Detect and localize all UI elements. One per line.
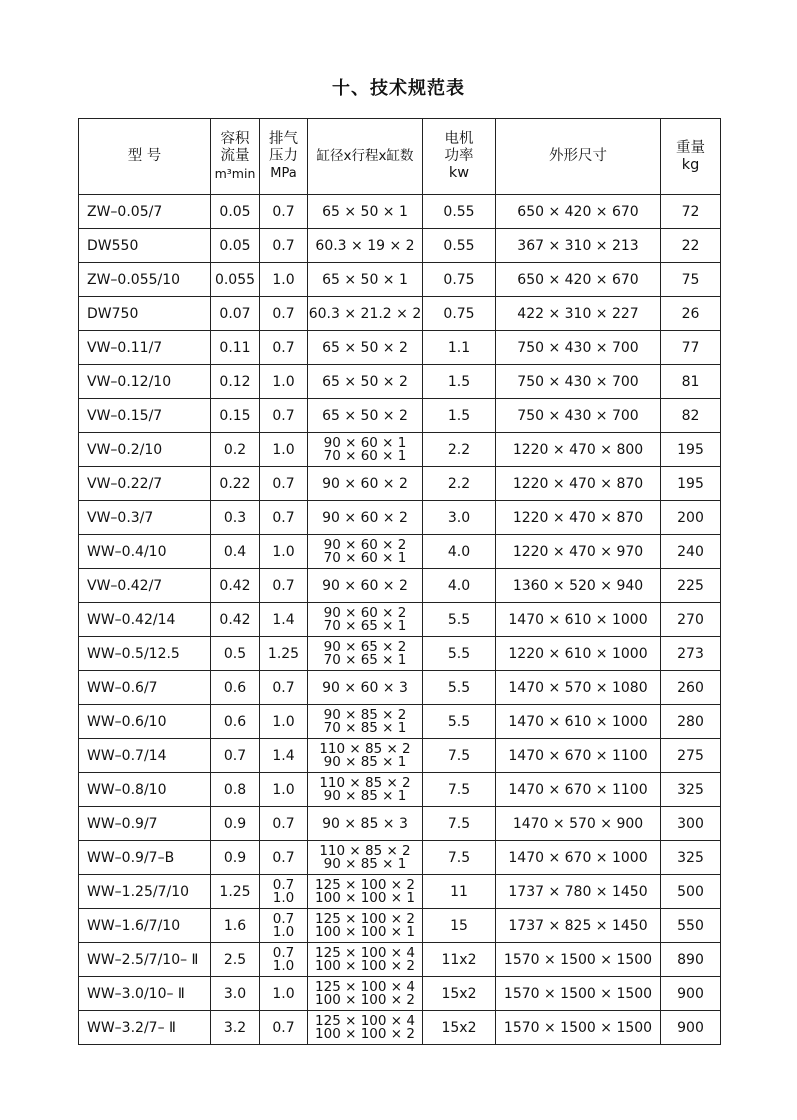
table-row xyxy=(79,671,721,705)
weight-cell: 260 xyxy=(661,671,721,705)
model-cell: VW–0.15/7 xyxy=(79,399,211,433)
weight-cell: 195 xyxy=(661,433,721,467)
pressure-cell: 0.7 xyxy=(260,501,308,535)
model-cell: ZW–0.055/10 xyxy=(79,263,211,297)
power-cell: 1.5 xyxy=(423,399,496,433)
pressure-cell-line: 0.7 xyxy=(272,910,295,927)
cylinder-cell-line: 90 × 85 × 1 xyxy=(323,855,407,872)
dimensions-cell: 750 × 430 × 700 xyxy=(496,399,661,433)
model-cell: WW–0.4/10 xyxy=(79,535,211,569)
dimensions-cell: 1570 × 1500 × 1500 xyxy=(496,1011,661,1045)
dimensions-cell: 1360 × 520 × 940 xyxy=(496,569,661,603)
pressure-cell: 1.4 xyxy=(260,739,308,773)
cylinder-cell xyxy=(308,773,423,807)
pressure-cell: 1.0 xyxy=(260,263,308,297)
pressure-cell: 0.7 xyxy=(260,1011,308,1045)
power-cell: 7.5 xyxy=(423,841,496,875)
pressure-cell-line: 0.7 xyxy=(272,944,295,961)
flow-cell: 2.5 xyxy=(211,943,260,977)
table-row xyxy=(79,637,721,671)
pressure-cell: 0.7 xyxy=(260,841,308,875)
dimensions-cell: 1470 × 570 × 900 xyxy=(496,807,661,841)
cylinder-cell-line: 70 × 85 × 1 xyxy=(323,719,407,736)
flow-cell: 0.6 xyxy=(211,671,260,705)
cylinder-cell: 90 × 60 × 2 xyxy=(308,569,423,603)
power-cell: 5.5 xyxy=(423,603,496,637)
model-cell: WW–3.0/10– Ⅱ xyxy=(79,977,211,1011)
cylinder-cell xyxy=(308,603,423,637)
pressure-cell xyxy=(260,909,308,943)
cylinder-cell: 60.3 × 19 × 2 xyxy=(308,229,423,263)
dimensions-cell: 650 × 420 × 670 xyxy=(496,195,661,229)
table-row xyxy=(79,433,721,467)
weight-cell: 325 xyxy=(661,773,721,807)
spec-table-body xyxy=(79,195,721,1045)
model-cell: WW–1.25/7/10 xyxy=(79,875,211,909)
dimensions-cell: 1737 × 780 × 1450 xyxy=(496,875,661,909)
table-row xyxy=(79,569,721,603)
cylinder-cell-line: 70 × 65 × 1 xyxy=(323,617,407,634)
weight-cell: 275 xyxy=(661,739,721,773)
dimensions-cell: 1220 × 610 × 1000 xyxy=(496,637,661,671)
pressure-cell: 1.0 xyxy=(260,977,308,1011)
cylinder-cell: 65 × 50 × 1 xyxy=(308,263,423,297)
model-cell: WW–0.6/10 xyxy=(79,705,211,739)
table-row xyxy=(79,943,721,977)
pressure-cell xyxy=(260,875,308,909)
cylinder-cell-line: 90 × 85 × 1 xyxy=(323,753,407,770)
model-cell: WW–0.7/14 xyxy=(79,739,211,773)
pressure-cell: 1.0 xyxy=(260,535,308,569)
weight-cell: 325 xyxy=(661,841,721,875)
pressure-cell: 1.25 xyxy=(260,637,308,671)
pressure-cell: 1.0 xyxy=(260,705,308,739)
power-cell: 0.75 xyxy=(423,297,496,331)
dimensions-cell: 1570 × 1500 × 1500 xyxy=(496,977,661,1011)
dimensions-cell: 1470 × 670 × 1100 xyxy=(496,773,661,807)
cylinder-cell-line: 90 × 60 × 2 xyxy=(323,604,407,621)
weight-cell: 26 xyxy=(661,297,721,331)
dimensions-cell: 750 × 430 × 700 xyxy=(496,331,661,365)
power-cell: 4.0 xyxy=(423,569,496,603)
cylinder-cell xyxy=(308,1011,423,1045)
flow-cell: 0.42 xyxy=(211,603,260,637)
dimensions-cell: 750 × 430 × 700 xyxy=(496,365,661,399)
model-cell: DW750 xyxy=(79,297,211,331)
power-cell: 7.5 xyxy=(423,773,496,807)
power-cell: 4.0 xyxy=(423,535,496,569)
power-cell: 0.55 xyxy=(423,229,496,263)
weight-cell: 500 xyxy=(661,875,721,909)
weight-cell: 890 xyxy=(661,943,721,977)
cylinder-cell-line: 125 × 100 × 4 xyxy=(315,978,415,995)
cylinder-cell-line: 70 × 65 × 1 xyxy=(323,651,407,668)
weight-cell: 240 xyxy=(661,535,721,569)
cylinder-cell-line: 100 × 100 × 2 xyxy=(315,957,415,974)
flow-cell: 0.3 xyxy=(211,501,260,535)
pressure-cell: 1.4 xyxy=(260,603,308,637)
flow-cell: 0.055 xyxy=(211,263,260,297)
weight-cell: 900 xyxy=(661,1011,721,1045)
cylinder-cell: 65 × 50 × 2 xyxy=(308,399,423,433)
table-row xyxy=(79,365,721,399)
power-cell: 0.75 xyxy=(423,263,496,297)
weight-cell: 75 xyxy=(661,263,721,297)
power-cell: 5.5 xyxy=(423,705,496,739)
dimensions-cell: 1470 × 610 × 1000 xyxy=(496,603,661,637)
cylinder-cell: 60.3 × 21.2 × 2 xyxy=(308,297,423,331)
flow-cell: 0.42 xyxy=(211,569,260,603)
cylinder-cell-line: 90 × 65 × 2 xyxy=(323,638,407,655)
weight-cell: 200 xyxy=(661,501,721,535)
cylinder-cell-line: 100 × 100 × 1 xyxy=(315,923,415,940)
flow-cell: 0.8 xyxy=(211,773,260,807)
model-cell: WW–1.6/7/10 xyxy=(79,909,211,943)
dimensions-cell: 422 × 310 × 227 xyxy=(496,297,661,331)
cylinder-cell-line: 90 × 60 × 1 xyxy=(323,434,407,451)
table-row xyxy=(79,603,721,637)
weight-cell: 225 xyxy=(661,569,721,603)
table-row xyxy=(79,195,721,229)
pressure-cell: 1.0 xyxy=(260,773,308,807)
weight-cell: 82 xyxy=(661,399,721,433)
weight-cell: 550 xyxy=(661,909,721,943)
cylinder-cell-line: 90 × 85 × 2 xyxy=(323,706,407,723)
table-row xyxy=(79,263,721,297)
cylinder-cell: 90 × 60 × 3 xyxy=(308,671,423,705)
power-cell: 0.55 xyxy=(423,195,496,229)
model-cell: WW–0.9/7–B xyxy=(79,841,211,875)
cylinder-cell-line: 90 × 60 × 2 xyxy=(323,536,407,553)
dimensions-cell: 1470 × 670 × 1100 xyxy=(496,739,661,773)
pressure-cell: 0.7 xyxy=(260,569,308,603)
cylinder-cell-line: 110 × 85 × 2 xyxy=(319,842,411,859)
flow-cell: 1.6 xyxy=(211,909,260,943)
power-cell: 15x2 xyxy=(423,1011,496,1045)
page-title: 十、技术规范表 xyxy=(332,78,465,99)
pressure-cell: 0.7 xyxy=(260,807,308,841)
cylinder-cell-line: 125 × 100 × 4 xyxy=(315,1012,415,1029)
cylinder-cell xyxy=(308,943,423,977)
flow-cell: 0.07 xyxy=(211,297,260,331)
cylinder-cell xyxy=(308,909,423,943)
dimensions-cell: 1470 × 610 × 1000 xyxy=(496,705,661,739)
pressure-cell: 0.7 xyxy=(260,331,308,365)
flow-cell: 0.11 xyxy=(211,331,260,365)
pressure-cell-line: 1.0 xyxy=(272,889,295,906)
dimensions-cell: 1470 × 670 × 1000 xyxy=(496,841,661,875)
power-cell: 1.5 xyxy=(423,365,496,399)
pressure-cell: 0.7 xyxy=(260,671,308,705)
dimensions-cell: 1220 × 470 × 870 xyxy=(496,501,661,535)
cylinder-cell-line: 125 × 100 × 4 xyxy=(315,944,415,961)
flow-cell: 0.22 xyxy=(211,467,260,501)
header-flow: 容积 流量 m³min xyxy=(211,119,260,195)
dimensions-cell: 1570 × 1500 × 1500 xyxy=(496,943,661,977)
table-row xyxy=(79,399,721,433)
model-cell: ZW–0.05/7 xyxy=(79,195,211,229)
header-pressure: 排气 压力 MPa xyxy=(260,119,308,195)
cylinder-cell-line: 100 × 100 × 2 xyxy=(315,1025,415,1042)
weight-cell: 77 xyxy=(661,331,721,365)
model-cell: VW–0.42/7 xyxy=(79,569,211,603)
pressure-cell: 0.7 xyxy=(260,467,308,501)
cylinder-cell xyxy=(308,841,423,875)
model-cell: VW–0.22/7 xyxy=(79,467,211,501)
table-row xyxy=(79,1011,721,1045)
model-cell: VW–0.11/7 xyxy=(79,331,211,365)
pressure-cell: 1.0 xyxy=(260,365,308,399)
cylinder-cell: 90 × 85 × 3 xyxy=(308,807,423,841)
model-cell: VW–0.3/7 xyxy=(79,501,211,535)
cylinder-cell: 65 × 50 × 1 xyxy=(308,195,423,229)
model-cell: WW–0.6/7 xyxy=(79,671,211,705)
power-cell: 2.2 xyxy=(423,433,496,467)
header-cylinder: 缸径x行程x缸数 xyxy=(308,119,423,195)
cylinder-cell: 65 × 50 × 2 xyxy=(308,331,423,365)
weight-cell: 81 xyxy=(661,365,721,399)
table-row xyxy=(79,467,721,501)
model-cell: WW–0.9/7 xyxy=(79,807,211,841)
cylinder-cell xyxy=(308,739,423,773)
pressure-cell xyxy=(260,943,308,977)
table-row xyxy=(79,501,721,535)
cylinder-cell-line: 110 × 85 × 2 xyxy=(319,774,411,791)
cylinder-cell xyxy=(308,875,423,909)
pressure-cell: 0.7 xyxy=(260,195,308,229)
table-row xyxy=(79,705,721,739)
power-cell: 11 xyxy=(423,875,496,909)
cylinder-cell-line: 90 × 85 × 1 xyxy=(323,787,407,804)
cylinder-cell-line: 125 × 100 × 2 xyxy=(315,910,415,927)
weight-cell: 195 xyxy=(661,467,721,501)
flow-cell: 0.05 xyxy=(211,229,260,263)
table-row xyxy=(79,841,721,875)
dimensions-cell: 650 × 420 × 670 xyxy=(496,263,661,297)
power-cell: 7.5 xyxy=(423,739,496,773)
table-row xyxy=(79,773,721,807)
table-row xyxy=(79,331,721,365)
pressure-cell-line: 0.7 xyxy=(272,876,295,893)
header-row xyxy=(79,119,721,195)
flow-cell: 0.7 xyxy=(211,739,260,773)
weight-cell: 273 xyxy=(661,637,721,671)
power-cell: 1.1 xyxy=(423,331,496,365)
cylinder-cell: 90 × 60 × 2 xyxy=(308,501,423,535)
header-power: 电机 功率 kw xyxy=(423,119,496,195)
pressure-cell: 0.7 xyxy=(260,229,308,263)
cylinder-cell xyxy=(308,705,423,739)
pressure-cell: 0.7 xyxy=(260,297,308,331)
dimensions-cell: 1220 × 470 × 870 xyxy=(496,467,661,501)
flow-cell: 0.12 xyxy=(211,365,260,399)
cylinder-cell-line: 70 × 60 × 1 xyxy=(323,549,407,566)
table-row xyxy=(79,807,721,841)
cylinder-cell xyxy=(308,535,423,569)
flow-cell: 0.15 xyxy=(211,399,260,433)
dimensions-cell: 367 × 310 × 213 xyxy=(496,229,661,263)
table-row xyxy=(79,739,721,773)
cylinder-cell-line: 100 × 100 × 1 xyxy=(315,889,415,906)
power-cell: 11x2 xyxy=(423,943,496,977)
weight-cell: 900 xyxy=(661,977,721,1011)
header-model: 型 号 xyxy=(79,119,211,195)
cylinder-cell: 65 × 50 × 2 xyxy=(308,365,423,399)
cylinder-cell-line: 100 × 100 × 2 xyxy=(315,991,415,1008)
model-cell: VW–0.2/10 xyxy=(79,433,211,467)
power-cell: 2.2 xyxy=(423,467,496,501)
model-cell: DW550 xyxy=(79,229,211,263)
table-row xyxy=(79,229,721,263)
flow-cell: 0.05 xyxy=(211,195,260,229)
cylinder-cell xyxy=(308,433,423,467)
dimensions-cell: 1737 × 825 × 1450 xyxy=(496,909,661,943)
weight-cell: 72 xyxy=(661,195,721,229)
table-row xyxy=(79,977,721,1011)
weight-cell: 270 xyxy=(661,603,721,637)
flow-cell: 0.5 xyxy=(211,637,260,671)
pressure-cell: 0.7 xyxy=(260,399,308,433)
power-cell: 15x2 xyxy=(423,977,496,1011)
flow-cell: 0.9 xyxy=(211,841,260,875)
model-cell: WW–3.2/7– Ⅱ xyxy=(79,1011,211,1045)
cylinder-cell: 90 × 60 × 2 xyxy=(308,467,423,501)
header-dimensions: 外形尺寸 xyxy=(496,119,661,195)
model-cell: WW–2.5/7/10– Ⅱ xyxy=(79,943,211,977)
flow-cell: 3.0 xyxy=(211,977,260,1011)
weight-cell: 22 xyxy=(661,229,721,263)
power-cell: 15 xyxy=(423,909,496,943)
flow-cell: 0.2 xyxy=(211,433,260,467)
model-cell: WW–0.5/12.5 xyxy=(79,637,211,671)
spec-table xyxy=(78,118,721,1045)
model-cell: WW–0.8/10 xyxy=(79,773,211,807)
flow-cell: 0.9 xyxy=(211,807,260,841)
pressure-cell-line: 1.0 xyxy=(272,957,295,974)
table-row xyxy=(79,297,721,331)
model-cell: VW–0.12/10 xyxy=(79,365,211,399)
power-cell: 3.0 xyxy=(423,501,496,535)
cylinder-cell-line: 110 × 85 × 2 xyxy=(319,740,411,757)
power-cell: 7.5 xyxy=(423,807,496,841)
weight-cell: 300 xyxy=(661,807,721,841)
cylinder-cell xyxy=(308,637,423,671)
table-row xyxy=(79,875,721,909)
cylinder-cell-line: 70 × 60 × 1 xyxy=(323,447,407,464)
header-weight: 重量 kg xyxy=(661,119,721,195)
power-cell: 5.5 xyxy=(423,637,496,671)
dimensions-cell: 1470 × 570 × 1080 xyxy=(496,671,661,705)
power-cell: 5.5 xyxy=(423,671,496,705)
model-cell: WW–0.42/14 xyxy=(79,603,211,637)
weight-cell: 280 xyxy=(661,705,721,739)
cylinder-cell xyxy=(308,977,423,1011)
pressure-cell: 1.0 xyxy=(260,433,308,467)
dimensions-cell: 1220 × 470 × 800 xyxy=(496,433,661,467)
table-row xyxy=(79,535,721,569)
table-row xyxy=(79,909,721,943)
pressure-cell-line: 1.0 xyxy=(272,923,295,940)
cylinder-cell-line: 125 × 100 × 2 xyxy=(315,876,415,893)
flow-cell: 1.25 xyxy=(211,875,260,909)
flow-cell: 0.4 xyxy=(211,535,260,569)
flow-cell: 3.2 xyxy=(211,1011,260,1045)
dimensions-cell: 1220 × 470 × 970 xyxy=(496,535,661,569)
flow-cell: 0.6 xyxy=(211,705,260,739)
